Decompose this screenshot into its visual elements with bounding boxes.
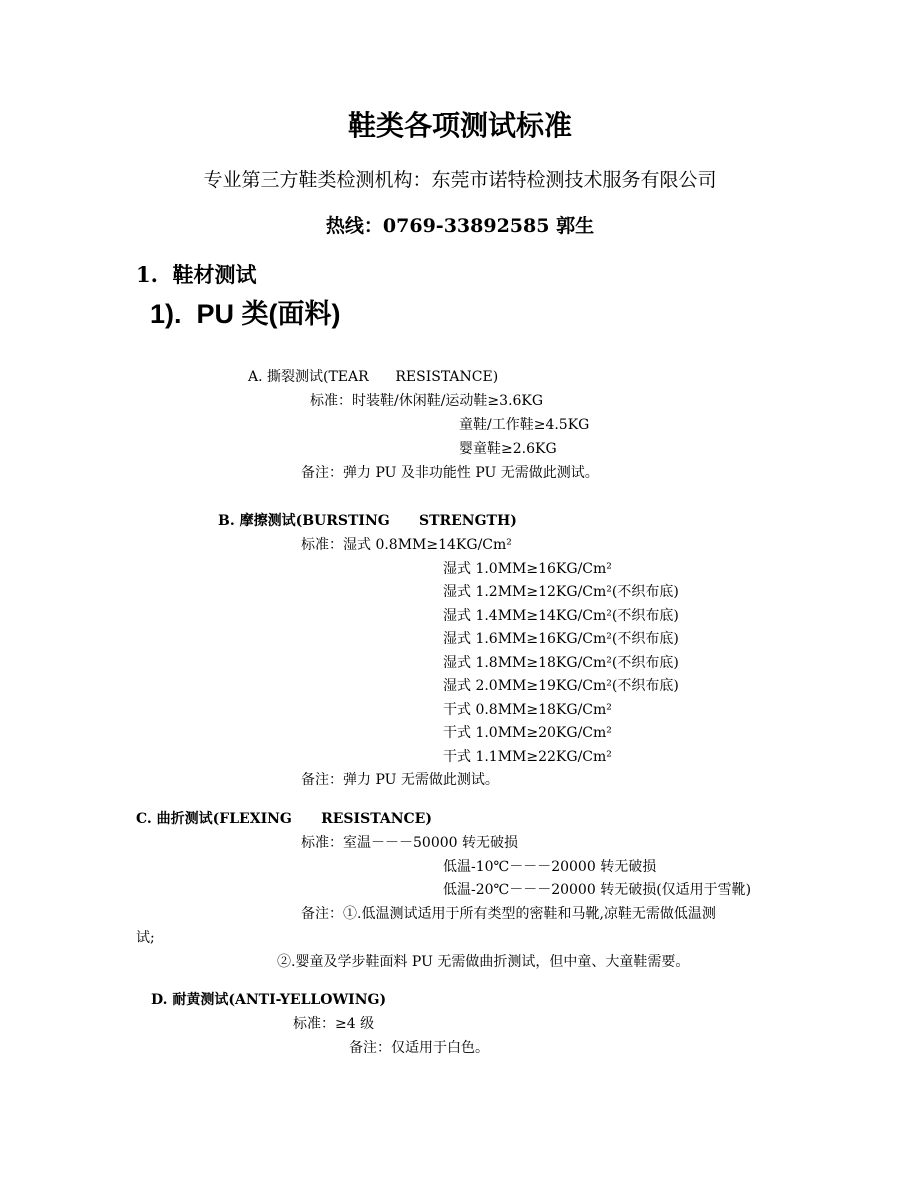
- doc-title: 鞋类各项测试标准: [347, 109, 572, 142]
- test-c-note-1-continued: 试;: [136, 930, 155, 946]
- test-c-standard: 标准：室温－－－50000 转无破损: [301, 835, 518, 851]
- test-a-heading: A. 撕裂测试(TEAR RESISTANCE): [248, 369, 499, 385]
- test-b-heading: B. 摩擦测试(BURSTING STRENGTH): [218, 513, 517, 529]
- section-heading-shoe-materials: 1. 鞋材测试: [136, 262, 257, 287]
- test-a-note: 备注：弹力 PU 及非功能性 PU 无需做此测试。: [301, 465, 599, 481]
- test-c-standard-line: 低温-20℃－－－20000 转无破损(仅适用于雪靴): [443, 882, 752, 898]
- subsection-heading-pu: 1). PU 类(面料): [150, 299, 341, 329]
- test-b-standard-line: 干式 0.8MM≥18KG/Cm²: [443, 702, 612, 718]
- test-b-standard-line: 湿式 1.8MM≥18KG/Cm²(不织布底): [443, 655, 679, 671]
- test-b-standard-line: 干式 1.0MM≥20KG/Cm²: [443, 725, 612, 741]
- test-d-heading: D. 耐黄测试(ANTI-YELLOWING): [151, 992, 387, 1008]
- test-b-standard-line: 湿式 2.0MM≥19KG/Cm²(不织布底): [443, 678, 679, 694]
- test-b-standard-line: 干式 1.1MM≥22KG/Cm²: [443, 749, 612, 765]
- test-b-standard-line: 湿式 1.6MM≥16KG/Cm²(不织布底): [443, 631, 679, 647]
- test-d-standard: 标准：≥4 级: [293, 1016, 375, 1032]
- test-c-standard-line: 低温-10℃－－－20000 转无破损: [443, 859, 657, 875]
- test-c-note-2: ②.婴童及学步鞋面料 PU 无需做曲折测试，但中童、大童鞋需要。: [277, 954, 690, 970]
- test-b-standard-line: 湿式 1.2MM≥12KG/Cm²(不织布底): [443, 584, 679, 600]
- doc-subtitle: 专业第三方鞋类检测机构：东莞市诺特检测技术服务有限公司: [203, 169, 717, 191]
- test-c-note-1: 备注：①.低温测试适用于所有类型的密鞋和马靴,凉鞋无需做低温测: [301, 906, 716, 922]
- test-b-standard-line: 湿式 1.4MM≥14KG/Cm²(不织布底): [443, 608, 679, 624]
- test-b-standard: 标准：湿式 0.8MM≥14KG/Cm²: [301, 537, 512, 553]
- test-d-note: 备注：仅适用于白色。: [349, 1040, 489, 1056]
- test-a-standard-line: 婴童鞋≥2.6KG: [459, 441, 557, 457]
- hotline: 热线：0769-33892585 郭生: [325, 215, 595, 237]
- test-b-note: 备注：弹力 PU 无需做此测试。: [301, 772, 499, 788]
- test-a-standard: 标准：时装鞋/休闲鞋/运动鞋≥3.6KG: [310, 393, 544, 409]
- test-b-standard-line: 湿式 1.0MM≥16KG/Cm²: [443, 561, 612, 577]
- test-a-standard-line: 童鞋/工作鞋≥4.5KG: [459, 417, 590, 433]
- test-c-heading: C. 曲折测试(FLEXING RESISTANCE): [136, 811, 432, 827]
